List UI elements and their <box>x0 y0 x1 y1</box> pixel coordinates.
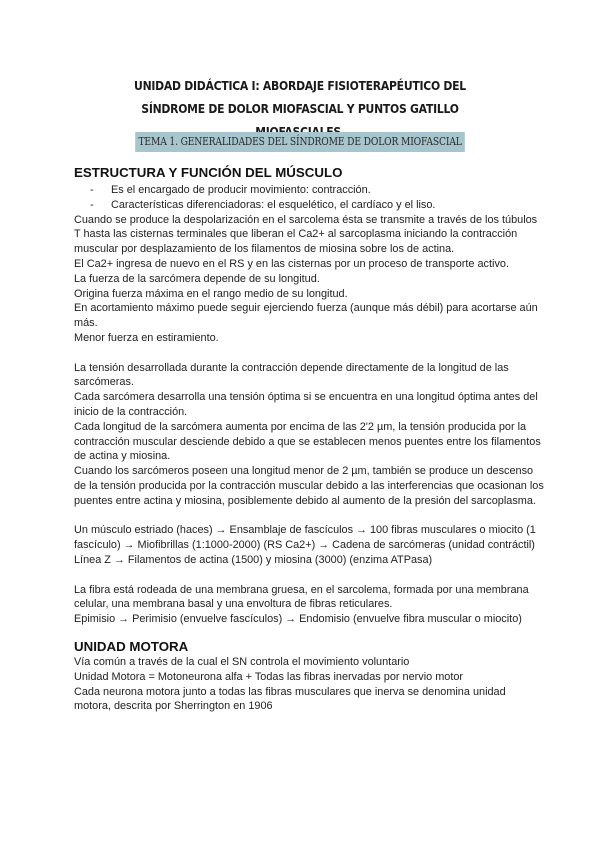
paragraph: Cada sarcómera desarrolla una tensión óptima si se encuentra en una longitud óptima antes del inicio de la contracción. <box>74 391 538 418</box>
paragraph: La fibra está rodeada de una membrana gruesa, en el sarcolema, formada por una membrana celular, una membrana basal y una envoltura de fibras reticulares. <box>74 583 529 611</box>
document-title: UNIDAD DIDÁCTICA I: ABORDAJE FISIOTERAPÉUTICO DEL SÍNDROME DE DOLOR MIOFASCIAL Y PUNTOS GATILLO <box>134 78 466 116</box>
paragraph: Cuando se produce la despolarización en el sarcolema ésta se transmite a través de los túbulos T hasta las cisternas terminales que liberan el Ca2+ al sarcoplasma iniciando la contracción muscular por desplazamiento de los filamentos de miosina sobre los de actina. <box>74 213 538 256</box>
paragraph: En acortamiento máximo puede seguir ejerciendo fuerza (aunque más débil) para acortarse aún más. <box>74 302 538 330</box>
topic-banner <box>0 132 600 152</box>
section-heading-motor-unit: UNIDAD MOTORA <box>74 638 189 654</box>
paragraph: Origina fuerza máxima en el rango medio de su longitud. <box>74 287 348 300</box>
document-body <box>74 165 544 714</box>
paragraph: Cuando los sarcómeros poseen una longitud menor de 2 µm, también se produce un descenso de la tensión producida por la contracción muscular debido a las interferencias que ocasionan los puentes entre actina y miosina, posiblemente debido al aumento de la presión del sarcoplasma. <box>74 465 544 507</box>
bullet-list <box>74 183 544 213</box>
list-item: - Es el encargado de producir movimiento: contracción. <box>74 183 544 198</box>
paragraph: La fuerza de la sarcómera depende de su longitud. <box>74 272 320 285</box>
paragraph: Menor fuerza en estiramiento. <box>74 331 219 344</box>
list-item: - Características diferenciadoras: el esquelético, el cardíaco y el liso. <box>74 198 544 213</box>
paragraph: El Ca2+ ingresa de nuevo en el RS y en las cisternas por un proceso de transporte activo. <box>74 257 509 270</box>
paragraph: La tensión desarrollada durante la contracción depende directamente de la longitud de las sarcómeras. <box>74 361 509 389</box>
paragraph: Cada longitud de la sarcómera aumenta por encima de las 2'2 µm, la tensión producida por la contracción muscular desciende debido a que se establecen menos puentes entre los filamentos de actina y miosina. <box>74 420 541 463</box>
paragraph: Unidad Motora = Motoneurona alfa + Todas las fibras inervadas por nervio motor <box>74 670 464 683</box>
paragraph: Epimisio → Perimisio (envuelve fascículos) → Endomisio (envuelve fibra muscular o miocito) <box>74 613 522 626</box>
paragraph: Un músculo estriado (haces) → Ensamblaje de fascículos → 100 fibras musculares o miocito (1 fascículo) → Miofibrillas (1:1000-2000) (RS Ca2+) → Cadena de sarcómeras (unidad contráctil) Línea Z → Filamentos de actina (1500) y miosina (3000) (enzima ATPasa) <box>74 524 536 566</box>
paragraph: Cada neurona motora junto a todas las fibras musculares que inerva se denomina unidad motora, descrita por Sherrington en 1906 <box>74 685 506 713</box>
topic-title: TEMA 1. GENERALIDADES DEL SÍNDROME DE DOLOR MIOFASCIAL <box>135 132 465 152</box>
section-heading-muscle: ESTRUCTURA Y FUNCIÓN DEL MÚSCULO <box>74 165 343 180</box>
paragraph: Vía común a través de la cual el SN controla el movimiento voluntario <box>74 655 410 668</box>
